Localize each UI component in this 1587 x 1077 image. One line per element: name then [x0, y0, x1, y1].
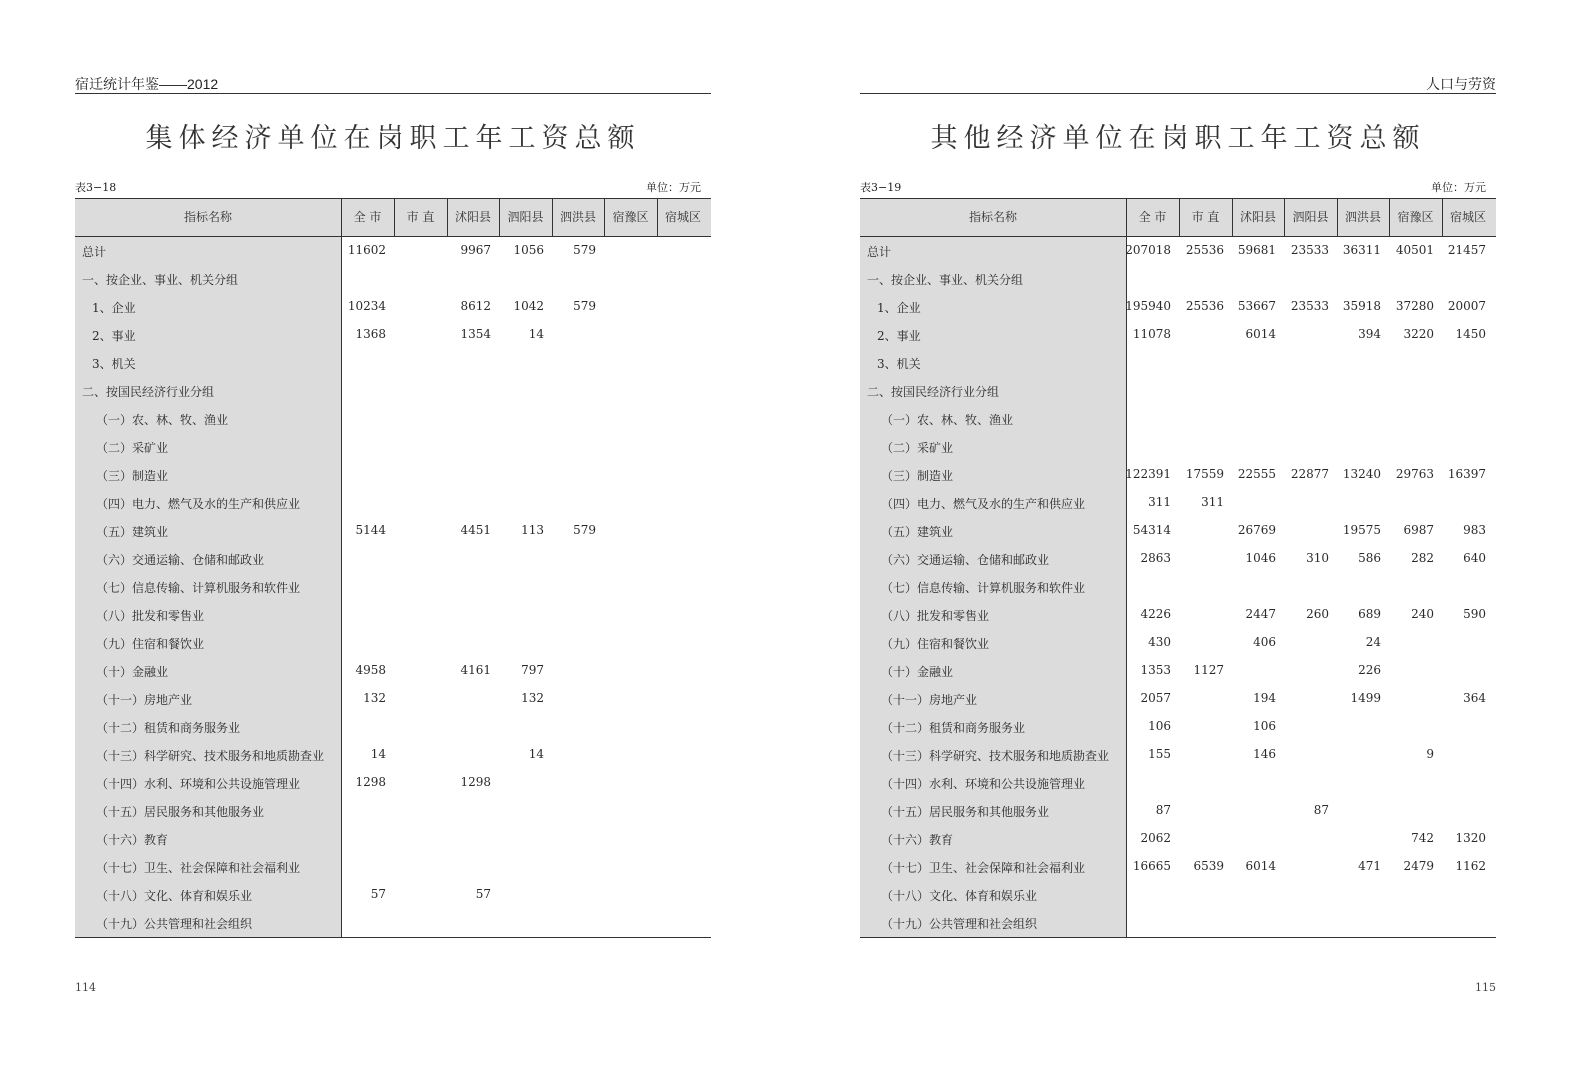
- table-row: [860, 294, 1496, 322]
- table-cell: 579: [573, 523, 596, 537]
- table-cell: 226: [1358, 663, 1381, 677]
- column-header: 沭阳县: [454, 210, 491, 224]
- table-cell: 113: [521, 523, 544, 537]
- table-cell: 6987: [1403, 523, 1434, 537]
- table-cell: 1127: [1193, 663, 1224, 677]
- table-cell: 1354: [460, 327, 491, 341]
- table-row: [75, 294, 711, 322]
- row-label: （六）交通运输、仓储和邮政业: [881, 553, 1050, 567]
- table-cell: 8612: [460, 299, 491, 313]
- table-cell: 640: [1463, 551, 1486, 565]
- row-label: （十六）教育: [881, 833, 954, 847]
- table-cell: 16397: [1447, 467, 1486, 481]
- table-row: [75, 546, 711, 574]
- table-cell: 2479: [1403, 859, 1434, 873]
- table-cell: 282: [1411, 551, 1434, 565]
- table-cell: 4161: [460, 663, 491, 677]
- row-label: （十三）科学研究、技术服务和地质勘查业: [881, 749, 1110, 763]
- table-cell: 4226: [1140, 607, 1171, 621]
- table-cell: 57: [475, 887, 491, 901]
- column-header: 市 直: [406, 210, 435, 224]
- table-cell: 1368: [355, 327, 386, 341]
- table-cell: 25536: [1185, 299, 1224, 313]
- table-row: [75, 322, 711, 350]
- table-cell: 195940: [1125, 299, 1171, 313]
- page-title: 其他经济单位在岗职工年工资总额: [930, 123, 1426, 154]
- running-head: [75, 74, 711, 92]
- row-label: （十）金融业: [96, 665, 169, 679]
- table-cell: 240: [1411, 607, 1434, 621]
- table-cell: 26769: [1237, 523, 1276, 537]
- row-label: （一）农、林、牧、渔业: [96, 413, 229, 427]
- column-header-indicator: 指标名称: [968, 210, 1017, 224]
- table-row: [75, 238, 711, 266]
- table-cell: 194: [1253, 691, 1276, 705]
- table-row: [75, 574, 711, 602]
- row-label: 二、按国民经济行业分组: [867, 385, 1000, 399]
- table-row: [75, 462, 711, 490]
- row-label: （十八）文化、体育和娱乐业: [881, 889, 1038, 903]
- row-label: 1、企业: [877, 301, 921, 315]
- table-row: [860, 322, 1496, 350]
- table-cell: 406: [1253, 635, 1276, 649]
- table-row: [75, 910, 711, 938]
- table-cell: 207018: [1125, 243, 1171, 257]
- table-row: [860, 462, 1496, 490]
- table-cell: 1450: [1455, 327, 1486, 341]
- table-row: [860, 686, 1496, 714]
- row-label: （十一）房地产业: [881, 693, 978, 707]
- table-row: [75, 378, 711, 406]
- table-cell: 394: [1358, 327, 1381, 341]
- row-label: （十九）公共管理和社会组织: [881, 917, 1038, 931]
- unit-label: 单位：万元: [1431, 181, 1486, 194]
- running-head-text: 宿迁统计年鉴——2012: [75, 76, 219, 92]
- table-row: [860, 546, 1496, 574]
- table-row: [860, 910, 1496, 938]
- table-cell: 6014: [1245, 859, 1276, 873]
- data-table: [75, 198, 711, 938]
- table-row: [860, 378, 1496, 406]
- row-label: （三）制造业: [881, 469, 954, 483]
- row-label: 3、机关: [877, 357, 921, 371]
- row-label: （二）采矿业: [96, 441, 169, 455]
- table-row: [860, 238, 1496, 266]
- table-row: [75, 266, 711, 294]
- row-label: （五）建筑业: [881, 525, 954, 539]
- column-header-indicator: 指标名称: [183, 210, 232, 224]
- row-label: （四）电力、燃气及水的生产和供应业: [881, 497, 1086, 511]
- table-row: [75, 854, 711, 882]
- table-row: [860, 602, 1496, 630]
- column-header: 泗阳县: [507, 210, 544, 224]
- row-label: （七）信息传输、计算机服务和软件业: [881, 581, 1086, 595]
- table-number: 表3−18: [75, 181, 117, 194]
- table-cell: 132: [363, 691, 386, 705]
- row-label: （七）信息传输、计算机服务和软件业: [96, 581, 301, 595]
- page-title: 集体经济单位在岗职工年工资总额: [145, 123, 641, 154]
- header-rule: [860, 93, 1496, 94]
- page-number: 114: [75, 981, 96, 994]
- row-label: （二）采矿业: [881, 441, 954, 455]
- table-cell: 742: [1411, 831, 1434, 845]
- table-cell: 87: [1155, 803, 1171, 817]
- page-number: 115: [1475, 981, 1496, 994]
- table-row: [75, 406, 711, 434]
- row-label: （八）批发和零售业: [881, 609, 990, 623]
- column-header: 泗洪县: [1344, 210, 1381, 224]
- row-label: （八）批发和零售业: [96, 609, 205, 623]
- table-cell: 983: [1463, 523, 1486, 537]
- table-row: [860, 798, 1496, 826]
- column-header: 宿城区: [664, 210, 701, 224]
- row-label: 1、企业: [92, 301, 136, 315]
- column-header: 泗阳县: [1292, 210, 1329, 224]
- row-label: （十三）科学研究、技术服务和地质勘查业: [96, 749, 325, 763]
- table-row: [75, 742, 711, 770]
- table-cell: 311: [1201, 495, 1224, 509]
- table-cell: 579: [573, 243, 596, 257]
- table-cell: 2863: [1140, 551, 1171, 565]
- running-head-text: 人口与劳资: [1426, 76, 1496, 92]
- table-row: [860, 854, 1496, 882]
- table-row: [860, 770, 1496, 798]
- column-header: 沭阳县: [1239, 210, 1276, 224]
- row-label: 2、事业: [92, 329, 136, 343]
- column-header: 市 直: [1191, 210, 1220, 224]
- table-row: [75, 714, 711, 742]
- table-row: [75, 658, 711, 686]
- table-cell: 1353: [1140, 663, 1171, 677]
- table-row: [860, 882, 1496, 910]
- row-label: （九）住宿和餐饮业: [96, 637, 205, 651]
- row-label: 一、按企业、事业、机关分组: [867, 273, 1024, 287]
- table-cell: 1320: [1455, 831, 1486, 845]
- table-row: [860, 490, 1496, 518]
- table-cell: 16665: [1132, 859, 1171, 873]
- header-rule: [75, 93, 711, 94]
- table-row: [75, 350, 711, 378]
- row-label: （十四）水利、环境和公共设施管理业: [881, 777, 1086, 791]
- unit-label: 单位：万元: [646, 181, 701, 194]
- table-cell: 37280: [1395, 299, 1434, 313]
- table-cell: 364: [1463, 691, 1486, 705]
- table-cell: 122391: [1125, 467, 1171, 481]
- row-label: （九）住宿和餐饮业: [881, 637, 990, 651]
- table-cell: 25536: [1185, 243, 1224, 257]
- column-header: 宿城区: [1449, 210, 1486, 224]
- table-cell: 106: [1148, 719, 1171, 733]
- row-label: （三）制造业: [96, 469, 169, 483]
- row-label: 总计: [82, 245, 107, 259]
- table-cell: 14: [370, 747, 386, 761]
- table-cell: 9967: [460, 243, 491, 257]
- table-row: [75, 630, 711, 658]
- table-cell: 57: [370, 887, 386, 901]
- table-cell: 2447: [1245, 607, 1276, 621]
- table-number: 表3−19: [860, 181, 902, 194]
- table-row: [860, 434, 1496, 462]
- table-cell: 1162: [1455, 859, 1486, 873]
- table-cell: 579: [573, 299, 596, 313]
- table-cell: 17559: [1185, 467, 1224, 481]
- table-row: [860, 266, 1496, 294]
- running-head: [860, 74, 1496, 92]
- table-cell: 1042: [513, 299, 544, 313]
- table-cell: 35918: [1342, 299, 1381, 313]
- table-cell: 471: [1358, 859, 1381, 873]
- table-cell: 2057: [1140, 691, 1171, 705]
- table-cell: 1499: [1350, 691, 1381, 705]
- table-cell: 54314: [1132, 523, 1171, 537]
- table-cell: 5144: [355, 523, 386, 537]
- table-cell: 310: [1306, 551, 1329, 565]
- table-cell: 586: [1358, 551, 1381, 565]
- row-label: 3、机关: [92, 357, 136, 371]
- table-cell: 23533: [1290, 299, 1329, 313]
- column-header: 宿豫区: [612, 210, 649, 224]
- row-label: （十九）公共管理和社会组织: [96, 917, 253, 931]
- column-header: 全 市: [1138, 210, 1167, 224]
- table-cell: 53667: [1237, 299, 1276, 313]
- table-cell: 11078: [1132, 327, 1171, 341]
- table-cell: 1298: [355, 775, 386, 789]
- table-cell: 20007: [1447, 299, 1486, 313]
- table-header: [860, 199, 1496, 237]
- row-label: （十七）卫生、社会保障和社会福利业: [881, 861, 1086, 875]
- table-cell: 36311: [1342, 243, 1381, 257]
- table-row: [860, 350, 1496, 378]
- table-row: [860, 406, 1496, 434]
- table-cell: 40501: [1395, 243, 1434, 257]
- row-label: （十二）租赁和商务服务业: [96, 721, 241, 735]
- table-cell: 106: [1253, 719, 1276, 733]
- table-row: [75, 798, 711, 826]
- table-row: [75, 770, 711, 798]
- table-cell: 132: [521, 691, 544, 705]
- table-cell: 22877: [1290, 467, 1329, 481]
- row-label: 一、按企业、事业、机关分组: [82, 273, 239, 287]
- table-cell: 21457: [1447, 243, 1486, 257]
- row-label: （十五）居民服务和其他服务业: [881, 805, 1050, 819]
- table-cell: 11602: [347, 243, 386, 257]
- table-cell: 9: [1426, 747, 1434, 761]
- table-cell: 14: [528, 327, 544, 341]
- row-label: （一）农、林、牧、渔业: [881, 413, 1014, 427]
- row-label: （四）电力、燃气及水的生产和供应业: [96, 497, 301, 511]
- table-row: [75, 826, 711, 854]
- table-header: [75, 199, 711, 237]
- table-cell: 10234: [347, 299, 386, 313]
- table-row: [860, 742, 1496, 770]
- table-cell: 1056: [513, 243, 544, 257]
- row-label: （十七）卫生、社会保障和社会福利业: [96, 861, 301, 875]
- table-cell: 29763: [1395, 467, 1434, 481]
- table-cell: 590: [1463, 607, 1486, 621]
- table-cell: 689: [1358, 607, 1381, 621]
- table-cell: 13240: [1342, 467, 1381, 481]
- table-cell: 1046: [1245, 551, 1276, 565]
- table-row: [860, 826, 1496, 854]
- row-label: （五）建筑业: [96, 525, 169, 539]
- table-row: [860, 630, 1496, 658]
- table-cell: 311: [1148, 495, 1171, 509]
- table-row: [860, 518, 1496, 546]
- row-label: （十五）居民服务和其他服务业: [96, 805, 265, 819]
- table-cell: 146: [1253, 747, 1276, 761]
- table-cell: 155: [1148, 747, 1171, 761]
- data-table: [860, 198, 1496, 938]
- right-page: [860, 0, 1496, 1077]
- table-cell: 19575: [1342, 523, 1381, 537]
- table-row: [75, 686, 711, 714]
- column-header: 泗洪县: [559, 210, 596, 224]
- table-cell: 59681: [1237, 243, 1276, 257]
- row-label: （十四）水利、环境和公共设施管理业: [96, 777, 301, 791]
- table-row: [75, 490, 711, 518]
- left-page: [75, 0, 711, 1077]
- table-cell: 22555: [1237, 467, 1276, 481]
- table-row: [860, 574, 1496, 602]
- table-cell: 24: [1365, 635, 1381, 649]
- table-row: [860, 658, 1496, 686]
- table-cell: 260: [1306, 607, 1329, 621]
- table-cell: 2062: [1140, 831, 1171, 845]
- row-label: （十）金融业: [881, 665, 954, 679]
- column-header: 宿豫区: [1397, 210, 1434, 224]
- row-label: 二、按国民经济行业分组: [82, 385, 215, 399]
- table-cell: 797: [521, 663, 544, 677]
- row-label: （十八）文化、体育和娱乐业: [96, 889, 253, 903]
- table-row: [75, 434, 711, 462]
- table-row: [75, 882, 711, 910]
- row-label: 总计: [867, 245, 892, 259]
- table-row: [860, 714, 1496, 742]
- table-cell: 4958: [355, 663, 386, 677]
- column-header: 全 市: [353, 210, 382, 224]
- table-cell: 23533: [1290, 243, 1329, 257]
- row-label: （六）交通运输、仓储和邮政业: [96, 553, 265, 567]
- row-label: （十六）教育: [96, 833, 169, 847]
- table-row: [75, 602, 711, 630]
- table-cell: 6014: [1245, 327, 1276, 341]
- row-label: （十一）房地产业: [96, 693, 193, 707]
- table-cell: 6539: [1193, 859, 1224, 873]
- row-label: 2、事业: [877, 329, 921, 343]
- table-cell: 3220: [1403, 327, 1434, 341]
- table-cell: 87: [1313, 803, 1329, 817]
- table-cell: 430: [1148, 635, 1171, 649]
- row-label: （十二）租赁和商务服务业: [881, 721, 1026, 735]
- table-cell: 4451: [460, 523, 491, 537]
- table-cell: 14: [528, 747, 544, 761]
- table-row: [75, 518, 711, 546]
- table-cell: 1298: [460, 775, 491, 789]
